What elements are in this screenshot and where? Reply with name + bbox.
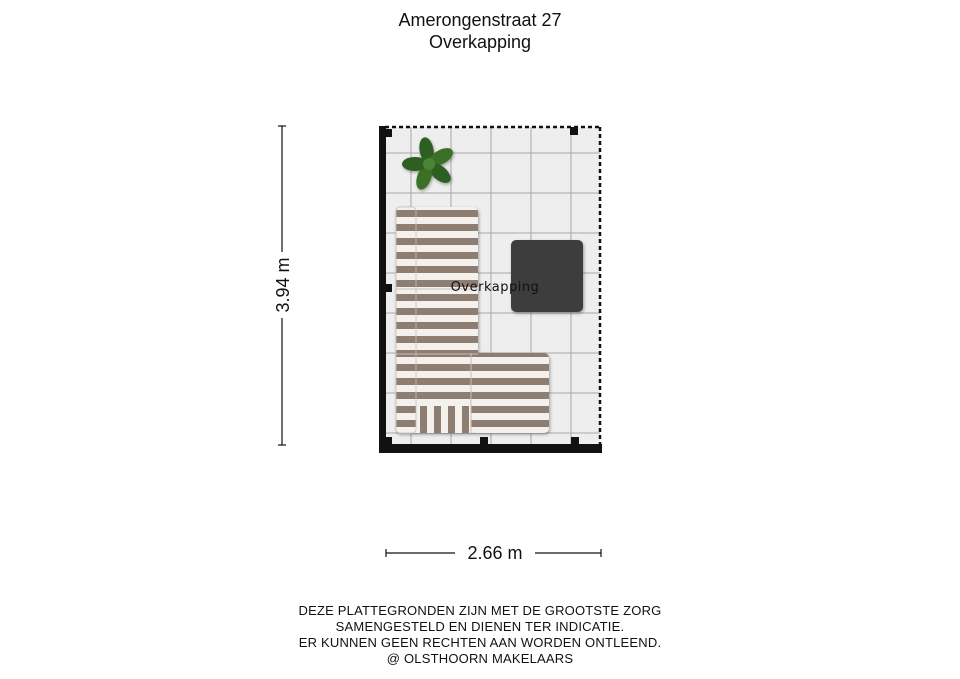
disclaimer-line: DEZE PLATTEGRONDEN ZIJN MET DE GROOTSTE ZORG — [298, 603, 662, 618]
side-table — [511, 240, 583, 312]
floor-title: Overkapping — [428, 32, 532, 52]
room-label: Overkapping — [450, 280, 540, 295]
disclaimer-line: @ OLSTHOORN MAKELAARS — [386, 651, 574, 666]
height-dimension-label: 3.94 m — [273, 257, 293, 313]
disclaimer — [0, 603, 960, 667]
width-dimension-label: 2.66 m — [455, 541, 535, 565]
disclaimer-line: SAMENGESTELD EN DIENEN TER INDICATIE. — [335, 619, 625, 634]
address-title: Amerongenstraat 27 — [398, 10, 562, 30]
disclaimer-line: ER KUNNEN GEEN RECHTEN AAN WORDEN ONTLEEND. — [298, 635, 662, 650]
